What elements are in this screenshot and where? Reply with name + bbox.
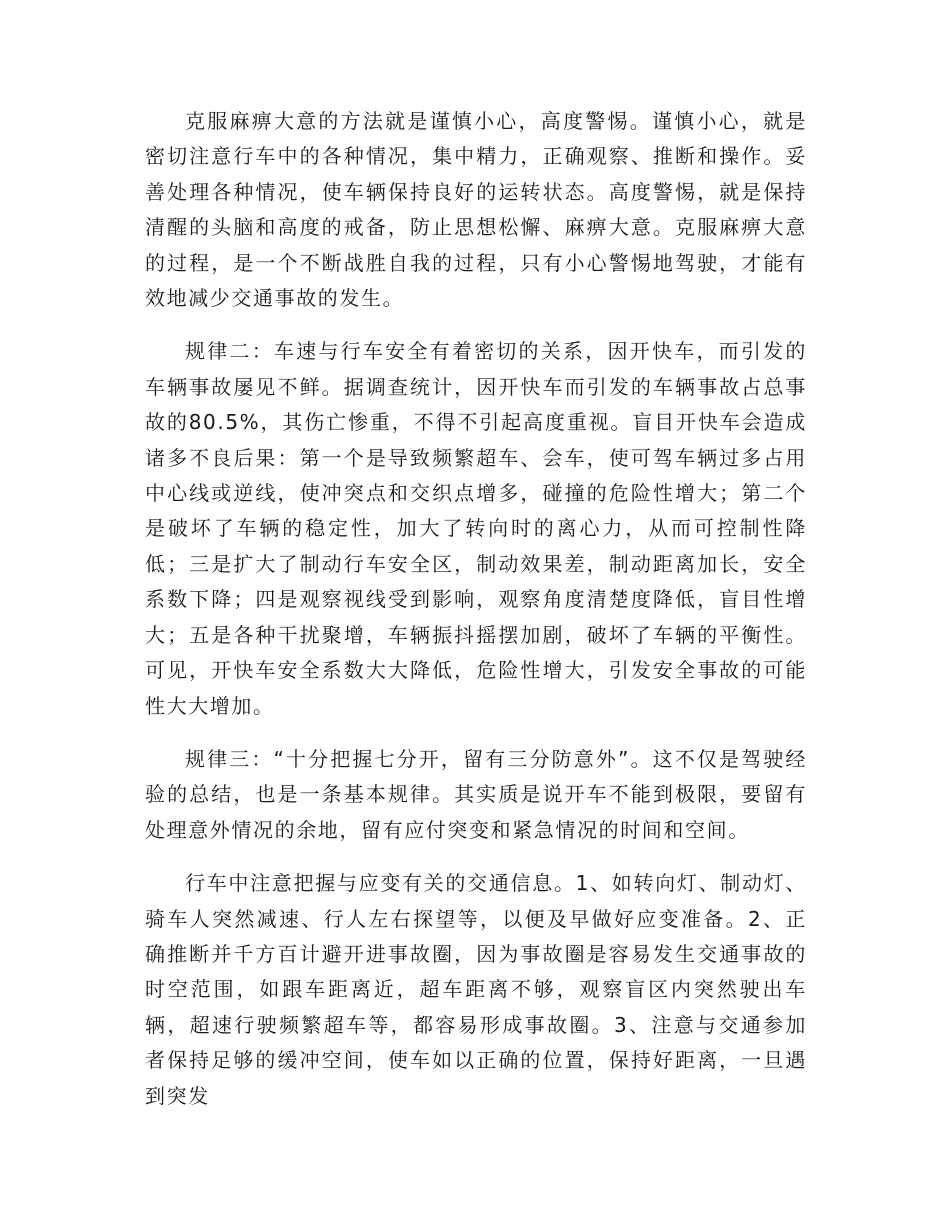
paragraph-traffic-information: 行车中注意把握与应变有关的交通信息。1、如转向灯、制动灯、骑车人突然减速、行人左右探望等，以便及早做好应变准备。2、正确推断并千方百计避开进事故圈，因为事故圈是容易发生交通事故的时空范围，如跟车距离近，超车距离不够，观察盲区内突然驶出车辆，超速行驶频繁超车等，都容易形成事故圈。3、注意与交通参加者保持足够的缓冲空间，使车如以正确的位置，保持好距离，一旦遇到突发: [145, 871, 807, 1108]
paragraph-overcoming-carelessness: 克服麻痹大意的方法就是谨慎小心，高度警惕。谨慎小心，就是密切注意行车中的各种情况，集中精力，正确观察、推断和操作。妥善处理各种情况，使车辆保持良好的运转状态。高度警惕，就是保持清醒的头脑和高度的戒备，防止思想松懈、麻痹大意。克服麻痹大意的过程，是一个不断战胜自我的过程，只有小心警惕地驾驶，才能有效地减少交通事故的发生。: [145, 109, 807, 311]
paragraph-rule-two-speed: 规律二：车速与行车安全有着密切的关系，因开快车，而引发的车辆事故屡见不鲜。据调查统计，因开快车而引发的车辆事故占总事故的80.5%，其伤亡惨重，不得不引起高度重视。盲目开快车会造成诸多不良后果：第一个是导致频繁超车、会车，使可驾车辆过多占用中心线或逆线，使冲突点和交织点增多，碰撞的危险性增大；第二个是破坏了车辆的稳定性，加大了转向时的离心力，从而可控制性降低；三是扩大了制动行车安全区，制动效果差，制动距离加长，安全系数下降；四是观察视线受到影响，观察角度清楚度降低，盲目性增大；五是各种干扰聚增，车辆振抖摇摆加剧，破坏了车辆的平衡性。可见，开快车安全系数大大降低，危险性增大，引发安全事故的可能性大大增加。: [145, 339, 807, 718]
paragraph-rule-three-margin: 规律三：“十分把握七分开，留有三分防意外”。这不仅是驾驶经验的总结，也是一条基本规律。其实质是说开车不能到极限，要留有处理意外情况的余地，留有应付突变和紧急情况的时间和空间。: [145, 746, 807, 842]
document-page: [145, 104, 807, 1114]
